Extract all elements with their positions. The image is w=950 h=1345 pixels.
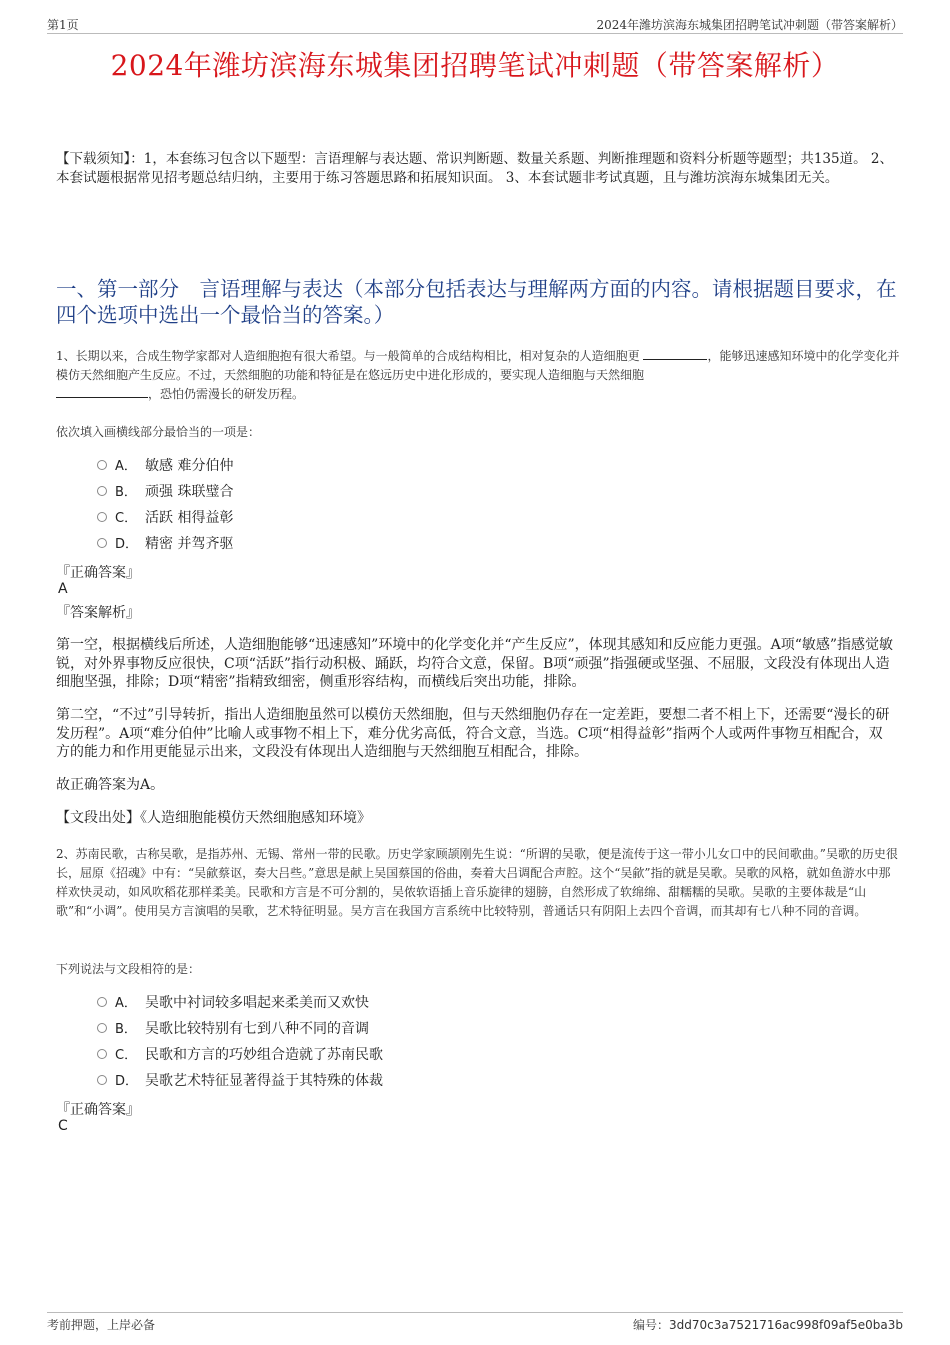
radio-icon[interactable] [97, 997, 107, 1007]
question-1-text-part-b: ，能够迅速感知环境中的化学变化并模仿天然细胞产生反应。不过，天然细胞的功能和特征是在悠远历史中进化形成的，要实现人造细胞与天然细胞 [56, 349, 900, 382]
page-footer [47, 1312, 903, 1332]
footer-code: 编号：3dd70c3a7521716ac998f09af5e0ba3b [633, 1318, 903, 1332]
q1-option-b[interactable]: B． 顽强 珠联璧合 [97, 482, 233, 502]
radio-icon[interactable] [97, 460, 107, 470]
q1-analysis-paragraph-2: 第二空，“不过”引导转折，指出人造细胞虽然可以模仿天然细胞，但与天然细胞仍存在一定差距，要想二者不相上下，还需要“漫长的研发历程”。A项“难分伯仲”比喻人或事物不相上下，难分优劣高低，符合文意，当选。C项“相得益彰”指两个人或两件事物互相配合，双方的能力和作用更能显示出来，文段没有体现出人造细胞与天然细胞互相配合，排除。 [56, 707, 890, 760]
page-number: 第1页 [47, 18, 79, 32]
q2-option-c[interactable]: C． 民歌和方言的巧妙组合造就了苏南民歌 [97, 1045, 383, 1065]
question-2-prompt: 下列说法与文段相符的是： [56, 962, 201, 976]
q1-analysis-paragraph-1: 第一空，根据横线后所述，人造细胞能够“迅速感知”环境中的化学变化并“产生反应”，体现其感知和反应能力更强。A项“敏感”指感觉敏锐，对外界事物反应很快，C项“活跃”指行动积极、踊跃，均符合文意，保留。B项“顽强”指强硬或坚强、不屈服，文段没有体现出人造细胞坚强，排除；D项“精密”指精致细密，侧重形容结构，而横线后突出功能，排除。 [56, 637, 894, 690]
header-doc-title: 2024年潍坊滨海东城集团招聘笔试冲刺题（带答案解析） [596, 18, 903, 32]
question-1-text [56, 347, 901, 404]
radio-icon[interactable] [97, 1023, 107, 1033]
q2-answer-label: 『正确答案』 [56, 1102, 140, 1118]
radio-icon[interactable] [97, 486, 107, 496]
q1-source: 【文段出处】《人造细胞能模仿天然细胞感知环境》 [56, 810, 371, 826]
q2-option-d[interactable]: D． 吴歌艺术特征显著得益于其特殊的体裁 [97, 1071, 383, 1091]
page-header [47, 14, 903, 34]
q1-option-d[interactable]: D． 精密 并驾齐驱 [97, 534, 233, 554]
footer-slogan: 考前押题，上岸必备 [47, 1318, 156, 1332]
question-2-text: 2、苏南民歌，古称吴歌，是指苏州、无锡、常州一带的民歌。历史学家顾颉刚先生说：“所谓的吴歌，便是流传于这一带小儿女口中的民间歌曲。”吴歌的历史很长，屈原《招魂》中有：“吴歈蔡讴，奏大吕些。”意思是献上吴国蔡国的俗曲，奏着大吕调配合声腔。这个“吴歈”指的就是吴歌。吴歌的风格，就如鱼游水中那样欢快灵动，如风吹稻花那样柔美。民歌和方言是不可分割的，吴侬软语插上音乐旋律的翅膀，自然形成了软绵绵、甜糯糯的吴歌。吴歌的主要体裁是“山歌”和“小调”。使用吴方言演唱的吴歌，艺术特征明显。吴方言在我国方言系统中比较特别，普通话只有阴阳上去四个音调，而其却有七八种不同的音调。 [56, 847, 898, 918]
radio-icon[interactable] [97, 512, 107, 522]
radio-icon[interactable] [97, 1049, 107, 1059]
radio-icon[interactable] [97, 1075, 107, 1085]
page-title: 2024年潍坊滨海东城集团招聘笔试冲刺题（带答案解析） [110, 49, 840, 82]
download-notice: 【下载须知】：1，本套练习包含以下题型：言语理解与表达题、常识判断题、数量关系题、判断推理题和资料分析题等题型；共135道。 2、本套试题根据常见招考题总结归纳，主要用于练习答题思路和拓展知识面。 3、本套试题非考试真题，且与潍坊滨海东城集团无关。 [56, 151, 893, 186]
q1-analysis-label: 『答案解析』 [56, 605, 140, 621]
q2-option-a[interactable]: A． 吴歌中衬词较多唱起来柔美而又欢快 [97, 993, 369, 1013]
q1-option-a[interactable]: A． 敏感 难分伯仲 [97, 456, 233, 476]
q1-analysis-conclusion: 故正确答案为A。 [56, 777, 165, 793]
fill-blank-2 [56, 386, 148, 398]
question-1-prompt: 依次填入画横线部分最恰当的一项是： [56, 425, 261, 439]
q2-answer: C [58, 1118, 68, 1134]
q1-answer-label: 『正确答案』 [56, 565, 140, 581]
q1-answer: A [58, 581, 68, 597]
question-1-text-part-c: ，恐怕仍需漫长的研发历程。 [148, 387, 305, 401]
q2-option-b[interactable]: B． 吴歌比较特别有七到八种不同的音调 [97, 1019, 369, 1039]
fill-blank-1 [643, 348, 707, 360]
q1-option-c[interactable]: C． 活跃 相得益彰 [97, 508, 233, 528]
radio-icon[interactable] [97, 538, 107, 548]
question-1-text-part-a: 1、长期以来，合成生物学家都对人造细胞抱有很大希望。与一般简单的合成结构相比，相对复杂的人造细胞更 [56, 349, 640, 363]
section-heading: 一、第一部分 言语理解与表达（本部分包括表达与理解两方面的内容。请根据题目要求，在四个选项中选出一个最恰当的答案。） [56, 277, 897, 327]
